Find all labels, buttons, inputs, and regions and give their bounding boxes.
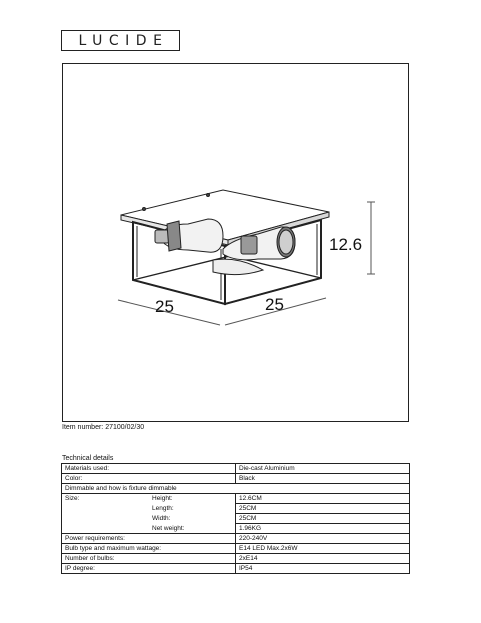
dimension-height-label: 12.6 — [329, 235, 363, 254]
brand-logo-text: LUCIDE — [78, 32, 169, 49]
row-value: 220-240V — [236, 534, 410, 544]
length-value: 25CM — [236, 504, 410, 514]
row-label — [62, 494, 236, 504]
width-label: Width: — [152, 515, 171, 522]
row-label: Number of bulbs: — [62, 554, 236, 564]
row-label: Power requirements: — [62, 534, 236, 544]
table-row — [62, 534, 410, 544]
product-drawing — [62, 63, 409, 422]
item-number — [62, 424, 144, 431]
row-value: 2xE14 — [236, 554, 410, 564]
technical-details-title: Technical details — [62, 455, 114, 462]
table-row — [62, 564, 410, 574]
table-row — [62, 544, 410, 554]
row-label: IP degree: — [62, 564, 236, 574]
height-label: Height: — [152, 495, 173, 503]
item-number-label: Item number: — [62, 424, 104, 431]
weight-label: Net weight: — [152, 524, 185, 532]
size-label: Size: — [65, 495, 80, 503]
table-row — [62, 484, 410, 494]
brand-logo — [61, 30, 180, 51]
height-value: 12.6CM — [236, 494, 410, 504]
dimension-length-label: 25 — [265, 295, 284, 314]
dimension-width-label: 25 — [155, 297, 174, 316]
row-value: Black — [236, 474, 410, 484]
row-value: IP54 — [236, 564, 410, 574]
row-label — [62, 514, 236, 524]
table-row — [62, 494, 410, 504]
row-label: Materials used: — [62, 464, 236, 474]
width-value: 25CM — [236, 514, 410, 524]
table-row — [62, 464, 410, 474]
table-row — [62, 514, 410, 524]
row-label: Bulb type and maximum wattage: — [62, 544, 236, 554]
row-label: Color: — [62, 474, 236, 484]
table-row — [62, 524, 410, 534]
table-row — [62, 474, 410, 484]
technical-details-table — [61, 463, 410, 574]
row-label — [62, 524, 236, 534]
ceiling-lamp-illustration — [63, 64, 410, 423]
weight-value: 1.96KG — [236, 524, 410, 534]
row-label — [62, 504, 236, 514]
row-value: Die-cast Aluminium — [236, 464, 410, 474]
row-value: E14 LED Max.2x6W — [236, 544, 410, 554]
length-label: Length: — [152, 505, 174, 512]
table-row — [62, 554, 410, 564]
item-number-value: 27100/02/30 — [105, 424, 145, 431]
row-label: Dimmable and how is fixture dimmable — [62, 484, 410, 494]
table-row — [62, 504, 410, 514]
